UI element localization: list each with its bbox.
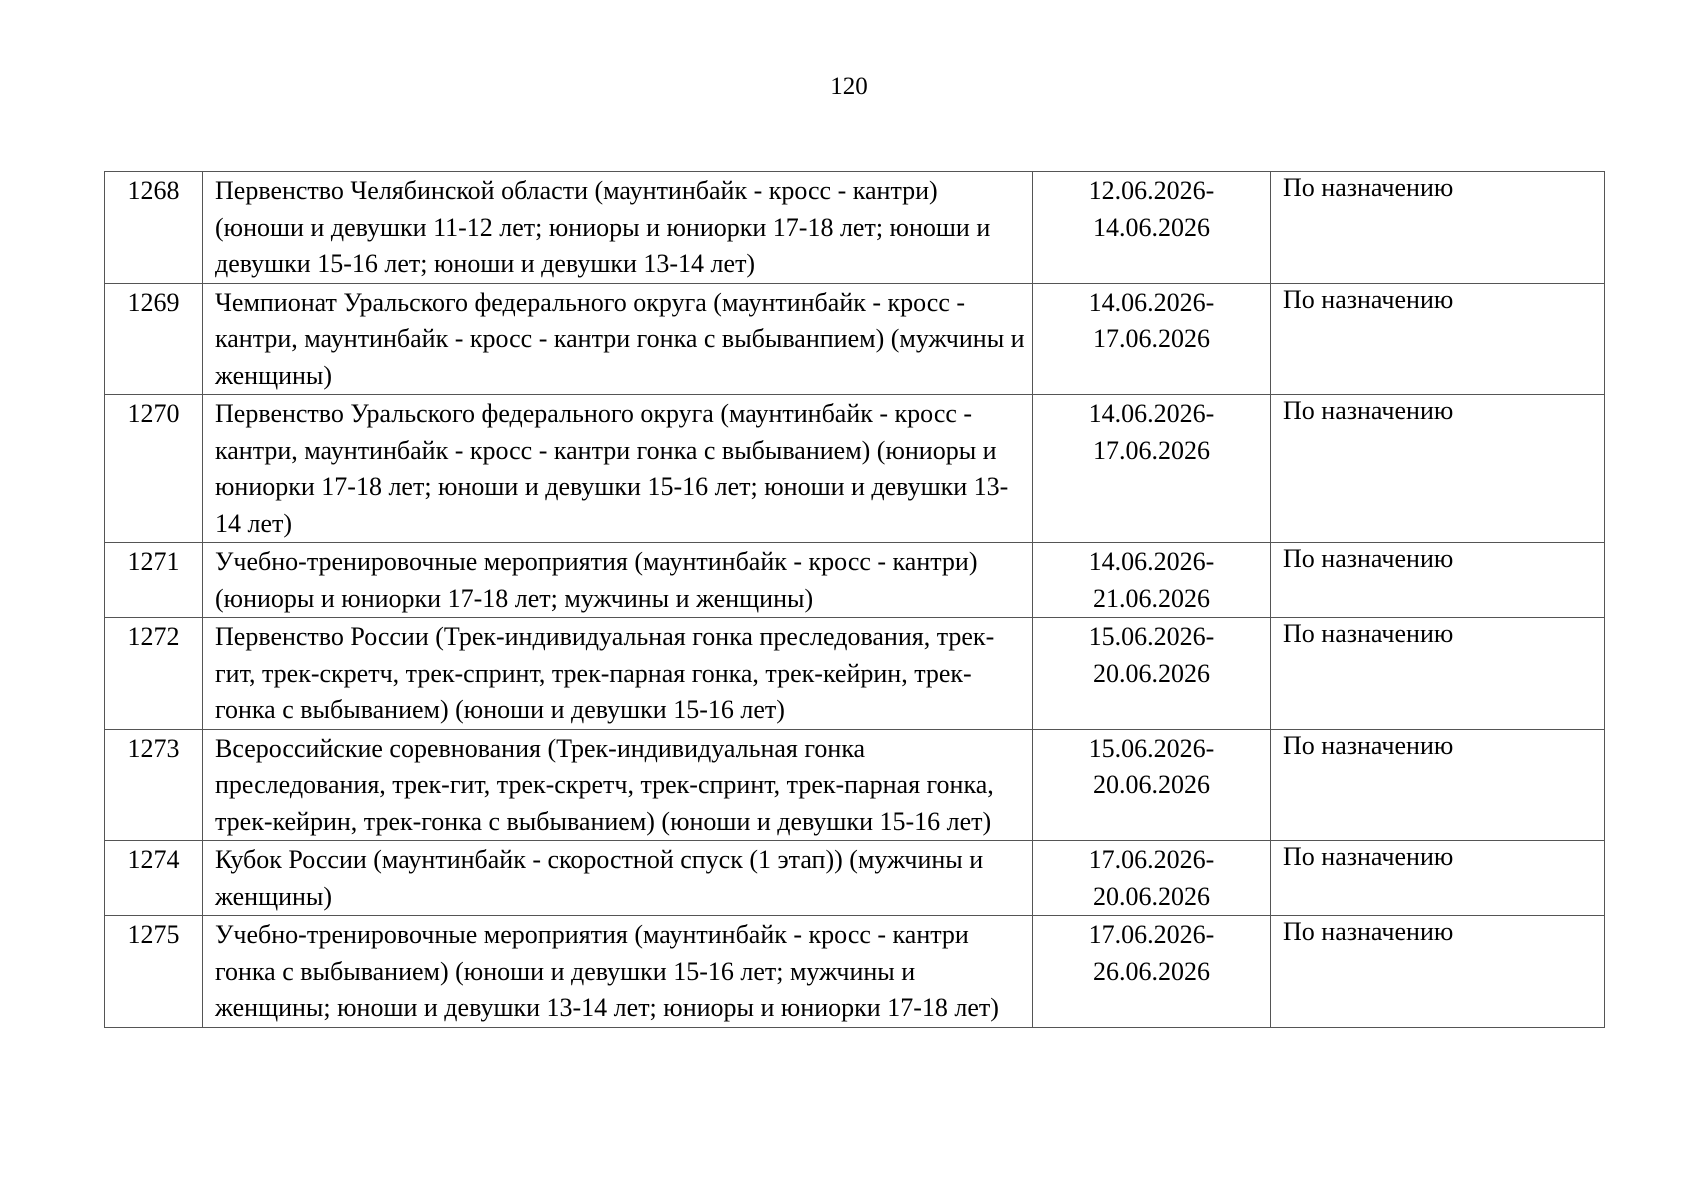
events-table-body (105, 172, 1605, 1028)
date-start: 14.06.2026- (1088, 399, 1215, 428)
date-end: 20.06.2026 (1093, 658, 1210, 688)
date-end: 26.06.2026 (1093, 956, 1210, 986)
event-dates (1033, 916, 1271, 1028)
event-place: По назначению (1271, 841, 1605, 916)
date-end: 17.06.2026 (1093, 435, 1210, 465)
date-end: 20.06.2026 (1093, 881, 1210, 911)
event-dates (1033, 729, 1271, 841)
date-start: 15.06.2026- (1088, 733, 1215, 763)
row-number: 1271 (105, 543, 203, 618)
event-place: По назначению (1271, 729, 1605, 841)
date-start: 15.06.2026- (1088, 622, 1215, 651)
event-name: Учебно-тренировочные мероприятия (маунтинбайк - кросс - кантри гонка с выбыванием) (юноши и девушки 15-16 лет; мужчины и женщины; юноши и девушки 13-14 лет; юниоры и юниорки 17-18 лет) (203, 916, 1033, 1028)
event-name: Первенство Челябинской области (маунтинбайк - кросс - кантри) (юноши и девушки 11-12 лет; юниоры и юниорки 17-18 лет; юноши и девушки 15-16 лет; юноши и девушки 13-14 лет) (203, 172, 1033, 284)
row-number: 1272 (105, 618, 203, 730)
date-end: 20.06.2026 (1093, 770, 1210, 799)
event-dates (1033, 395, 1271, 543)
table-row (105, 543, 1605, 618)
event-name: Чемпионат Уральского федерального округа (маунтинбайк - кросс - кантри, маунтинбайк - кросс - кантри гонка с выбыванпием) (мужчины и женщины) (203, 283, 1033, 395)
table-row (105, 172, 1605, 284)
date-start: 17.06.2026- (1088, 845, 1215, 874)
event-place: По назначению (1271, 395, 1605, 543)
event-dates (1033, 841, 1271, 916)
event-place: По назначению (1271, 916, 1605, 1028)
event-name: Кубок России (маунтинбайк - скоростной спуск (1 этап)) (мужчины и женщины) (203, 841, 1033, 916)
page-number: 120 (830, 73, 868, 100)
event-place: По назначению (1271, 172, 1605, 284)
row-number: 1273 (105, 729, 203, 841)
row-number: 1274 (105, 841, 203, 916)
event-name: Первенство Уральского федерального округа (маунтинбайк - кросс - кантри, маунтинбайк - кросс - кантри гонка с выбыванием) (юниоры и юниорки 17-18 лет; юноши и девушки 15-16 лет; юноши и девушки 13-14 лет) (203, 395, 1033, 543)
date-end: 17.06.2026 (1093, 324, 1210, 353)
event-dates (1033, 283, 1271, 395)
row-number: 1268 (105, 172, 203, 284)
date-start: 12.06.2026- (1088, 176, 1215, 205)
date-start: 14.06.2026- (1088, 287, 1215, 317)
event-name: Всероссийские соревнования (Трек-индивидуальная гонка преследования, трек-гит, трек-скретч, трек-спринт, трек-парная гонка, трек-кейрин, трек-гонка с выбыванием) (юноши и девушки 15-16 лет) (203, 729, 1033, 841)
row-number: 1269 (105, 283, 203, 395)
event-name: Учебно-тренировочные мероприятия (маунтинбайк - кросс - кантри) (юниоры и юниорки 17-18 лет; мужчины и женщины) (203, 543, 1033, 618)
events-table (104, 171, 1605, 1028)
event-name: Первенство России (Трек-индивидуальная гонка преследования, трек-гит, трек-скретч, трек-спринт, трек-парная гонка, трек-кейрин, трек-гонка с выбыванием) (юноши и девушки 15-16 лет) (203, 618, 1033, 730)
date-start: 17.06.2026- (1088, 920, 1215, 949)
row-number: 1275 (105, 916, 203, 1028)
event-place: По назначению (1271, 543, 1605, 618)
table-row (105, 395, 1605, 543)
table-row (105, 729, 1605, 841)
table-row (105, 841, 1605, 916)
table-row (105, 618, 1605, 730)
event-place: По назначению (1271, 618, 1605, 730)
date-start: 14.06.2026- (1088, 547, 1215, 576)
table-row (105, 283, 1605, 395)
date-end: 21.06.2026 (1093, 583, 1210, 613)
event-dates (1033, 618, 1271, 730)
row-number: 1270 (105, 395, 203, 543)
table-row (105, 916, 1605, 1028)
date-end: 14.06.2026 (1093, 212, 1210, 242)
event-dates (1033, 172, 1271, 284)
event-place: По назначению (1271, 283, 1605, 395)
event-dates (1033, 543, 1271, 618)
